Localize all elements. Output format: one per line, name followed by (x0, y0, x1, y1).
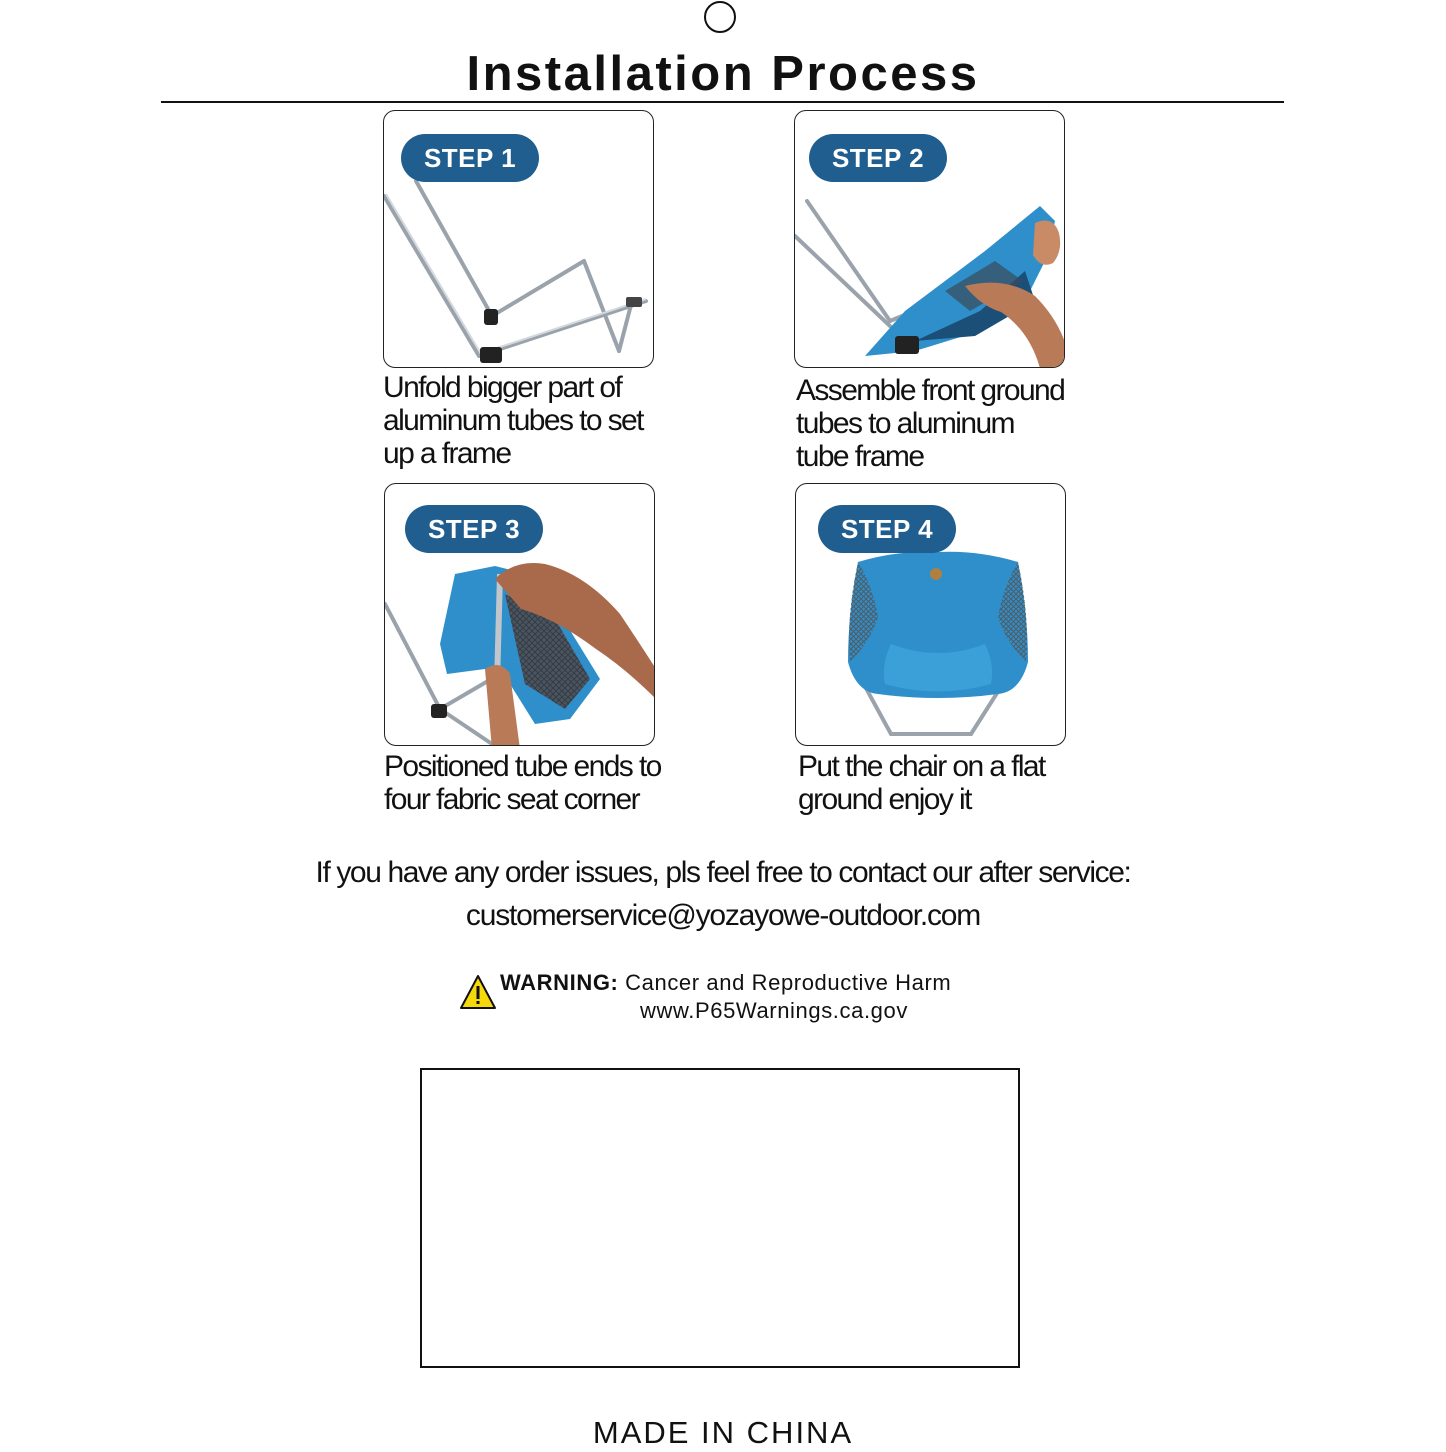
hang-hole-icon (704, 1, 736, 33)
step-3-badge: STEP 3 (405, 505, 543, 553)
step-3-caption: Positioned tube ends to four fabric seat corner (384, 750, 661, 816)
step-2-panel (794, 110, 1065, 368)
step-1-panel (383, 110, 654, 368)
blank-label-box (420, 1068, 1020, 1368)
contact-email: customerservice@yozayowe-outdoor.com (465, 899, 981, 932)
step-2-caption: Assemble front ground tubes to aluminum tube frame (796, 374, 1065, 473)
step-4-panel (795, 483, 1066, 746)
warning-triangle-icon (459, 974, 497, 1010)
warning-website: www.P65Warnings.ca.gov (640, 998, 908, 1023)
step-3-panel (384, 483, 655, 746)
page-title: Installation Process (466, 47, 980, 101)
warning-text-line (500, 969, 951, 997)
step-1-badge: STEP 1 (401, 134, 539, 182)
step-1-caption: Unfold bigger part of aluminum tubes to set up a frame (383, 371, 643, 470)
step-4-badge: STEP 4 (818, 505, 956, 553)
warning-label: WARNING: (500, 970, 619, 995)
step-2-badge: STEP 2 (809, 134, 947, 182)
title-divider (161, 101, 1284, 103)
warning-description: Cancer and Reproductive Harm (625, 970, 952, 995)
contact-message: If you have any order issues, pls feel free to contact our after service: (315, 856, 1131, 889)
made-in-label: MADE IN CHINA (592, 1415, 854, 1450)
step-4-caption: Put the chair on a flat ground enjoy it (798, 750, 1045, 816)
